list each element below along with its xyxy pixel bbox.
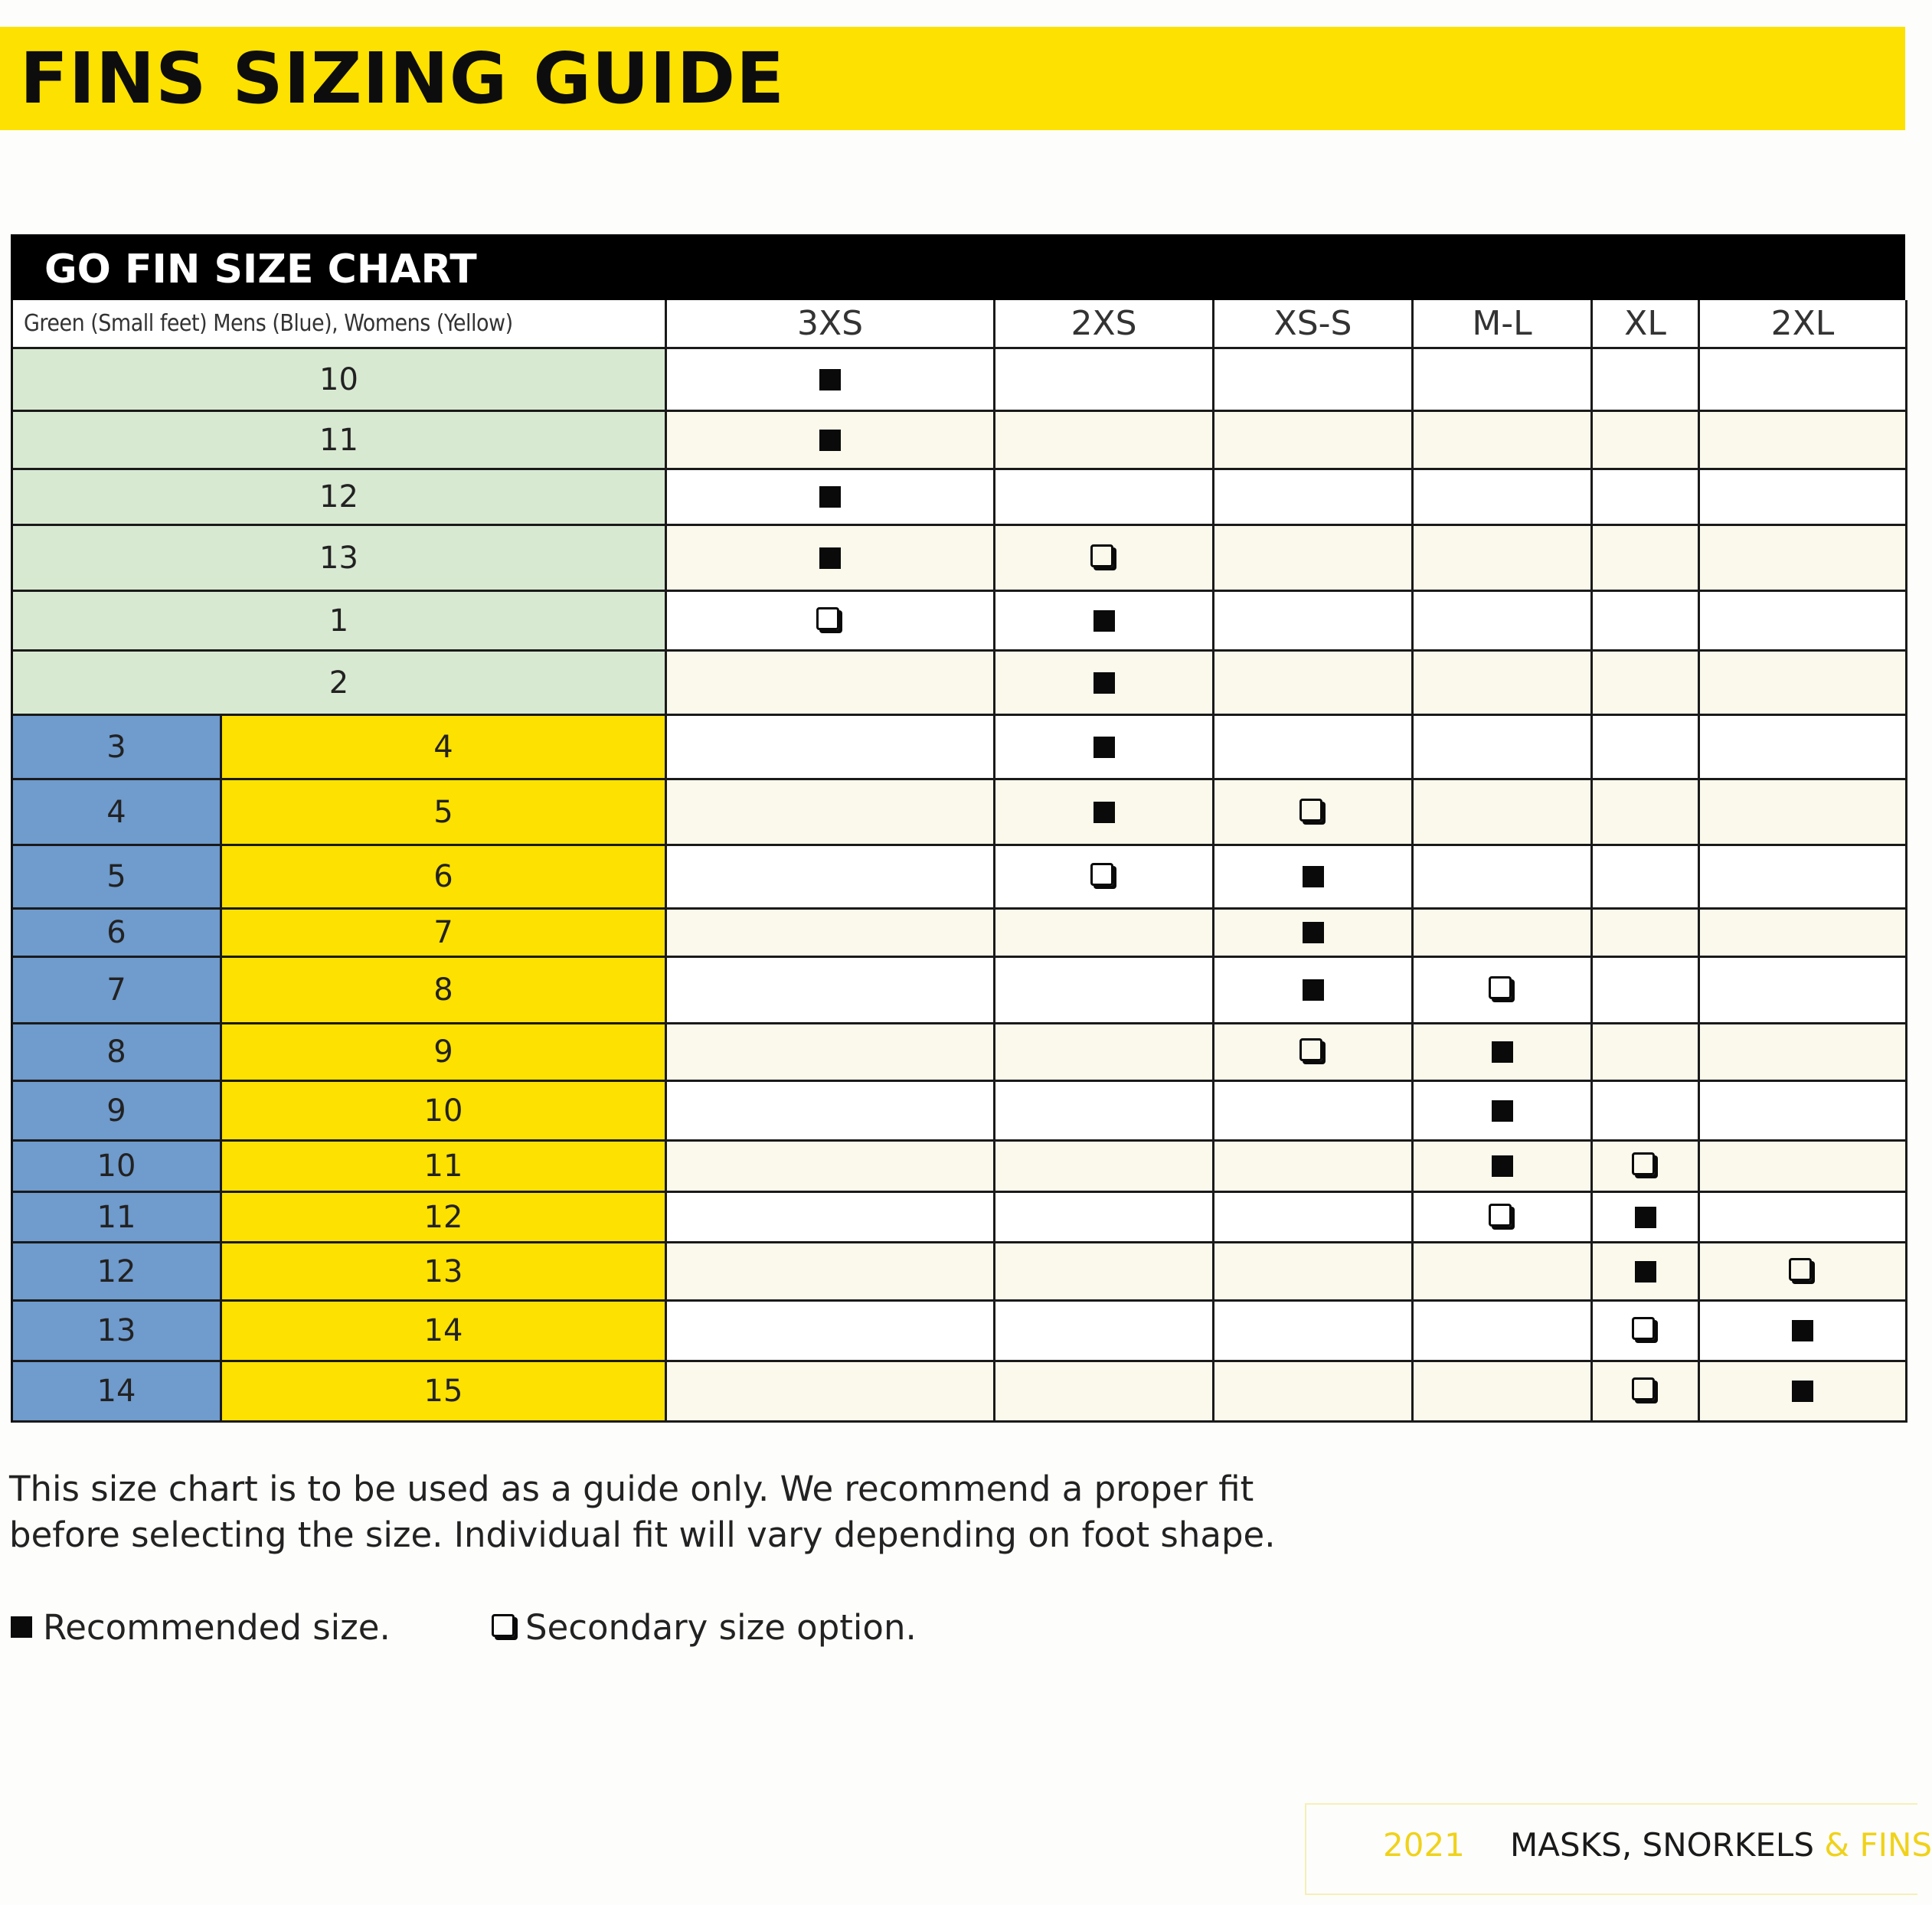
kids-size-cell: 1 xyxy=(13,592,667,652)
size-cell-3xs xyxy=(667,470,995,526)
mens-size-cell: 9 xyxy=(13,1082,222,1142)
womens-size-cell: 14 xyxy=(222,1302,667,1362)
recommended-square-icon xyxy=(819,430,841,451)
recommended-square-icon xyxy=(819,369,841,390)
secondary-box-icon xyxy=(816,607,839,630)
size-cell-xl xyxy=(1593,1082,1700,1142)
recommended-square-icon xyxy=(1635,1207,1656,1228)
size-cell-3xs xyxy=(667,412,995,470)
womens-size-cell: 6 xyxy=(222,846,667,910)
guide-note-line-2: before selecting the size. Individual fit will vary depending on foot shape. xyxy=(9,1515,1276,1555)
size-cell-3xs xyxy=(667,958,995,1024)
size-cell-xs-s xyxy=(1214,780,1414,846)
recommended-square-icon xyxy=(1792,1320,1813,1341)
size-cell-xs-s xyxy=(1214,1302,1414,1362)
womens-size-cell: 8 xyxy=(222,958,667,1024)
size-cell-2xs xyxy=(995,1193,1214,1243)
page-title: FINS SIZING GUIDE xyxy=(20,38,785,119)
footer-section-amp: & xyxy=(1824,1826,1850,1864)
size-cell-3xs xyxy=(667,780,995,846)
recommended-square-icon xyxy=(1492,1041,1513,1063)
recommended-square-icon xyxy=(1492,1155,1513,1177)
size-cell-m-l xyxy=(1414,470,1593,526)
size-cell-m-l xyxy=(1414,1082,1593,1142)
womens-size-cell: 15 xyxy=(222,1362,667,1423)
size-cell-2xl xyxy=(1700,349,1907,412)
size-cell-m-l xyxy=(1414,780,1593,846)
size-table xyxy=(11,300,1905,1423)
size-cell-2xl xyxy=(1700,1082,1907,1142)
size-cell-m-l xyxy=(1414,1302,1593,1362)
size-cell-2xl xyxy=(1700,470,1907,526)
size-cell-xl xyxy=(1593,470,1700,526)
size-cell-m-l xyxy=(1414,910,1593,958)
size-cell-m-l xyxy=(1414,846,1593,910)
recommended-square-icon xyxy=(819,547,841,569)
secondary-box-icon xyxy=(1489,1204,1512,1227)
womens-size-cell: 4 xyxy=(222,716,667,780)
size-cell-xl xyxy=(1593,1142,1700,1193)
secondary-box-icon xyxy=(1299,1038,1322,1061)
size-cell-2xl xyxy=(1700,716,1907,780)
secondary-box-icon xyxy=(1090,863,1113,886)
recommended-square-icon xyxy=(1792,1381,1813,1402)
secondary-box-icon xyxy=(1632,1317,1655,1340)
size-cell-2xl xyxy=(1700,1024,1907,1082)
size-cell-xl xyxy=(1593,910,1700,958)
size-cell-xs-s xyxy=(1214,1024,1414,1082)
size-cell-m-l xyxy=(1414,349,1593,412)
size-cell-3xs xyxy=(667,1082,995,1142)
size-cell-3xs xyxy=(667,1193,995,1243)
secondary-box-icon xyxy=(1632,1377,1655,1400)
size-cell-2xl xyxy=(1700,958,1907,1024)
secondary-box-icon xyxy=(492,1614,515,1637)
size-cell-2xl xyxy=(1700,1142,1907,1193)
size-cell-2xs xyxy=(995,1024,1214,1082)
size-cell-2xl xyxy=(1700,412,1907,470)
size-cell-2xs xyxy=(995,1302,1214,1362)
size-cell-m-l xyxy=(1414,958,1593,1024)
size-cell-3xs xyxy=(667,652,995,716)
kids-size-cell: 11 xyxy=(13,412,667,470)
secondary-box-icon xyxy=(1489,976,1512,999)
size-cell-2xl xyxy=(1700,910,1907,958)
mens-size-cell: 7 xyxy=(13,958,222,1024)
legend-recommended-label: Recommended size. xyxy=(43,1606,391,1648)
mens-size-cell: 3 xyxy=(13,716,222,780)
chart-title: GO FIN SIZE CHART xyxy=(44,247,477,292)
size-cell-xl xyxy=(1593,958,1700,1024)
size-table-description-header: Green (Small feet) Mens (Blue), Womens (Yellow) xyxy=(13,300,667,349)
size-cell-m-l xyxy=(1414,1142,1593,1193)
womens-size-cell: 5 xyxy=(222,780,667,846)
size-cell-m-l xyxy=(1414,526,1593,592)
size-cell-2xl xyxy=(1700,1302,1907,1362)
size-cell-2xs xyxy=(995,780,1214,846)
column-header-3xs: 3XS xyxy=(667,300,995,349)
size-cell-2xl xyxy=(1700,780,1907,846)
size-cell-3xs xyxy=(667,1024,995,1082)
size-cell-xs-s xyxy=(1214,349,1414,412)
womens-size-cell: 9 xyxy=(222,1024,667,1082)
size-cell-xs-s xyxy=(1214,958,1414,1024)
secondary-box-icon xyxy=(1789,1258,1812,1281)
size-cell-xs-s xyxy=(1214,1082,1414,1142)
recommended-square-icon xyxy=(1303,979,1324,1001)
size-cell-2xs xyxy=(995,1142,1214,1193)
size-cell-xs-s xyxy=(1214,470,1414,526)
size-cell-2xl xyxy=(1700,526,1907,592)
size-chart xyxy=(11,234,1905,1423)
size-cell-2xs xyxy=(995,910,1214,958)
size-cell-m-l xyxy=(1414,412,1593,470)
size-cell-m-l xyxy=(1414,1024,1593,1082)
mens-size-cell: 11 xyxy=(13,1193,222,1243)
recommended-square-icon xyxy=(1303,866,1324,887)
size-cell-2xl xyxy=(1700,1362,1907,1423)
mens-size-cell: 5 xyxy=(13,846,222,910)
guide-note-line-1: This size chart is to be used as a guide only. We recommend a proper fit xyxy=(9,1469,1254,1509)
size-cell-3xs xyxy=(667,910,995,958)
womens-size-cell: 12 xyxy=(222,1193,667,1243)
size-cell-2xs xyxy=(995,716,1214,780)
size-cell-xs-s xyxy=(1214,1142,1414,1193)
recommended-square-icon xyxy=(1093,737,1115,758)
mens-size-cell: 4 xyxy=(13,780,222,846)
legend-secondary-label: Secondary size option. xyxy=(525,1606,917,1648)
size-cell-3xs xyxy=(667,592,995,652)
size-cell-2xl xyxy=(1700,846,1907,910)
size-cell-m-l xyxy=(1414,1362,1593,1423)
size-cell-xs-s xyxy=(1214,910,1414,958)
recommended-square-icon xyxy=(1492,1100,1513,1122)
size-cell-m-l xyxy=(1414,592,1593,652)
size-cell-3xs xyxy=(667,526,995,592)
womens-size-cell: 13 xyxy=(222,1243,667,1302)
size-cell-xl xyxy=(1593,846,1700,910)
size-cell-xs-s xyxy=(1214,412,1414,470)
size-cell-xs-s xyxy=(1214,652,1414,716)
footer-section-suffix: FINS xyxy=(1859,1826,1932,1864)
recommended-square-icon xyxy=(1093,672,1115,694)
kids-size-cell: 12 xyxy=(13,470,667,526)
size-cell-3xs xyxy=(667,1362,995,1423)
size-cell-3xs xyxy=(667,1243,995,1302)
column-header-2xs: 2XS xyxy=(995,300,1214,349)
mens-size-cell: 10 xyxy=(13,1142,222,1193)
secondary-box-icon xyxy=(1632,1152,1655,1175)
chart-title-bar xyxy=(11,234,1905,300)
size-cell-3xs xyxy=(667,349,995,412)
size-cell-xl xyxy=(1593,526,1700,592)
womens-size-cell: 10 xyxy=(222,1082,667,1142)
recommended-square-icon xyxy=(1303,922,1324,943)
size-cell-2xs xyxy=(995,349,1214,412)
recommended-square-icon xyxy=(1093,610,1115,632)
size-cell-2xl xyxy=(1700,1193,1907,1243)
womens-size-cell: 7 xyxy=(222,910,667,958)
size-cell-xl xyxy=(1593,652,1700,716)
recommended-square-icon xyxy=(1635,1261,1656,1283)
size-cell-2xs xyxy=(995,1243,1214,1302)
mens-size-cell: 12 xyxy=(13,1243,222,1302)
kids-size-cell: 2 xyxy=(13,652,667,716)
size-cell-xl xyxy=(1593,716,1700,780)
kids-size-cell: 10 xyxy=(13,349,667,412)
size-cell-2xl xyxy=(1700,652,1907,716)
size-cell-3xs xyxy=(667,1302,995,1362)
footer-year: 2021 xyxy=(1383,1826,1465,1864)
size-cell-xs-s xyxy=(1214,1362,1414,1423)
size-cell-xl xyxy=(1593,1193,1700,1243)
column-header-xl: XL xyxy=(1593,300,1700,349)
size-cell-2xs xyxy=(995,652,1214,716)
size-cell-m-l xyxy=(1414,716,1593,780)
size-cell-2xs xyxy=(995,470,1214,526)
size-cell-3xs xyxy=(667,1142,995,1193)
size-cell-xl xyxy=(1593,1302,1700,1362)
recommended-square-icon xyxy=(819,486,841,508)
column-header-2xl: 2XL xyxy=(1700,300,1907,349)
secondary-box-icon xyxy=(1090,544,1113,567)
size-cell-xs-s xyxy=(1214,526,1414,592)
size-cell-xs-s xyxy=(1214,592,1414,652)
column-header-m-l: M-L xyxy=(1414,300,1593,349)
size-cell-2xs xyxy=(995,592,1214,652)
guide-note xyxy=(9,1466,1311,1558)
footer-section-prefix: MASKS, SNORKELS xyxy=(1510,1826,1814,1864)
mens-size-cell: 8 xyxy=(13,1024,222,1082)
size-cell-2xs xyxy=(995,412,1214,470)
size-cell-3xs xyxy=(667,716,995,780)
size-cell-xs-s xyxy=(1214,716,1414,780)
size-cell-xl xyxy=(1593,780,1700,846)
secondary-box-icon xyxy=(1299,799,1322,822)
womens-size-cell: 11 xyxy=(222,1142,667,1193)
recommended-square-icon xyxy=(11,1616,32,1638)
size-cell-2xs xyxy=(995,846,1214,910)
legend-secondary xyxy=(496,1603,917,1652)
column-header-xs-s: XS-S xyxy=(1214,300,1414,349)
size-cell-xs-s xyxy=(1214,1243,1414,1302)
footer-section xyxy=(1510,1826,1932,1864)
size-cell-xl xyxy=(1593,1243,1700,1302)
size-cell-xs-s xyxy=(1214,846,1414,910)
size-cell-2xl xyxy=(1700,592,1907,652)
size-cell-2xs xyxy=(995,958,1214,1024)
size-cell-xl xyxy=(1593,349,1700,412)
kids-size-cell: 13 xyxy=(13,526,667,592)
size-cell-m-l xyxy=(1414,652,1593,716)
size-cell-m-l xyxy=(1414,1193,1593,1243)
size-cell-xl xyxy=(1593,1362,1700,1423)
recommended-square-icon xyxy=(1093,802,1115,823)
size-cell-2xs xyxy=(995,1082,1214,1142)
size-cell-xl xyxy=(1593,412,1700,470)
size-cell-3xs xyxy=(667,846,995,910)
size-cell-xs-s xyxy=(1214,1193,1414,1243)
mens-size-cell: 13 xyxy=(13,1302,222,1362)
size-cell-2xl xyxy=(1700,1243,1907,1302)
size-cell-2xs xyxy=(995,526,1214,592)
title-banner xyxy=(0,27,1905,130)
mens-size-cell: 6 xyxy=(13,910,222,958)
size-cell-m-l xyxy=(1414,1243,1593,1302)
legend-recommended xyxy=(11,1603,391,1652)
size-cell-xl xyxy=(1593,592,1700,652)
size-cell-2xs xyxy=(995,1362,1214,1423)
mens-size-cell: 14 xyxy=(13,1362,222,1423)
size-cell-xl xyxy=(1593,1024,1700,1082)
